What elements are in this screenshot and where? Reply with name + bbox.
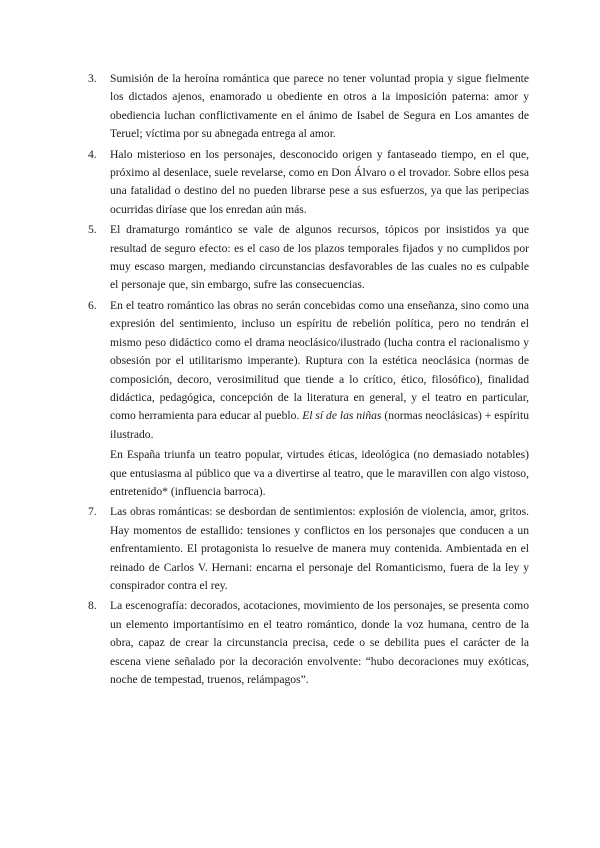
list-item-8 — [86, 597, 529, 689]
item-text-after: (normas neoclásicas) + espíritu ilustrado. — [110, 409, 529, 441]
item-number: 8. — [88, 599, 97, 613]
item-number: 6. — [88, 298, 97, 312]
numbered-list — [86, 70, 529, 691]
item-text: El dramaturgo romántico se vale de algunos recursos, tópicos por insistidos ya que resultad de seguro efecto: es el caso de los plazos temporales fijados y no cumplidos por muy escaso margen, mediando circunstancias desfavorables de las cuales no es culpable el personaje que, sin embargo, sufre las consecuencias. — [110, 223, 529, 292]
item-second-paragraph: En España triunfa un teatro popular, virtudes éticas, ideológica (no demasiado notables) que entusiasma al público que va a divertirse al teatro, que le maravillen con algo vistoso, entretenido* (influencia barroca). — [110, 448, 529, 498]
item-text — [110, 297, 529, 444]
item-text: Las obras románticas: se desbordan de sentimientos: explosión de violencia, amor, gritos. Hay momentos de estallido: tensiones y conflictos en los personajes que conducen a un enfrentamiento. El protagonista lo resuelve de manera muy contenida. Ambientada en el reinado de Carlos V. Hernani: encarna el personaje del Romanticismo, fuera de la ley y conspirador contra el rey. — [110, 505, 529, 592]
item-number: 4. — [88, 147, 97, 161]
list-item-7 — [86, 503, 529, 595]
italic-title: El sí de las niñas — [302, 409, 382, 423]
item-text: Halo misterioso en los personajes, desconocido origen y fantaseado tiempo, en el que, próximo al desenlace, suele revelarse, como en Don Álvaro o el trovador. Sobre ellos pesa una fatalidad o destino del no pueden librarse pese a sus esfuerzos, ya que las peripecias ocurridas diríase que los enredan aún más. — [110, 147, 529, 216]
item-number: 3. — [88, 72, 97, 85]
list-item-6 — [86, 297, 529, 501]
list-item-3 — [86, 70, 529, 144]
list-item-4 — [86, 146, 529, 220]
item-text: La escenografía: decorados, acotaciones, movimiento de los personajes, se presenta como un elemento importantísimo en el teatro romántico, donde la voz humana, centro de la obra, capaz de crear la circunstancia precisa, cede o se debilita pues el carácter de la escena viene señalado por la decoración envolvente: “hubo decoraciones muy exóticas, noche de tempestad, truenos, relámpagos”. — [110, 599, 529, 686]
item-number: 5. — [88, 223, 97, 237]
list-item-5 — [86, 221, 529, 295]
item-text: Sumisión de la heroína romántica que parece no tener voluntad propia y sigue fielmente los dictados ajenos, enamorado u obediente en otros a la imposición paterna: amor y obediencia luchan conflictivamente en el ánimo de Isabel de Segura en Los amantes de Teruel; víctima por su abnegada entrega al amor. — [110, 72, 529, 141]
item-number: 7. — [88, 505, 97, 519]
item-text-before: En el teatro romántico las obras no serán concebidas como una enseñanza, sino como una expresión del sentimiento, incluso un espíritu de rebelión política, pero no tendrán el mismo peso didáctico como el drama neoclásico/ilustrado (lucha contra el racionalismo y obsesión por el utilitarismo imperante). Ruptura con la estética neoclásica (normas de composición, decoro, verosimilitud que tiende a lo crítico, ético, filosófico), finalidad didáctica, pedagógica, concepción de la literatura en general, y el teatro en particular, como herramienta para educar al pueblo. — [110, 298, 529, 423]
